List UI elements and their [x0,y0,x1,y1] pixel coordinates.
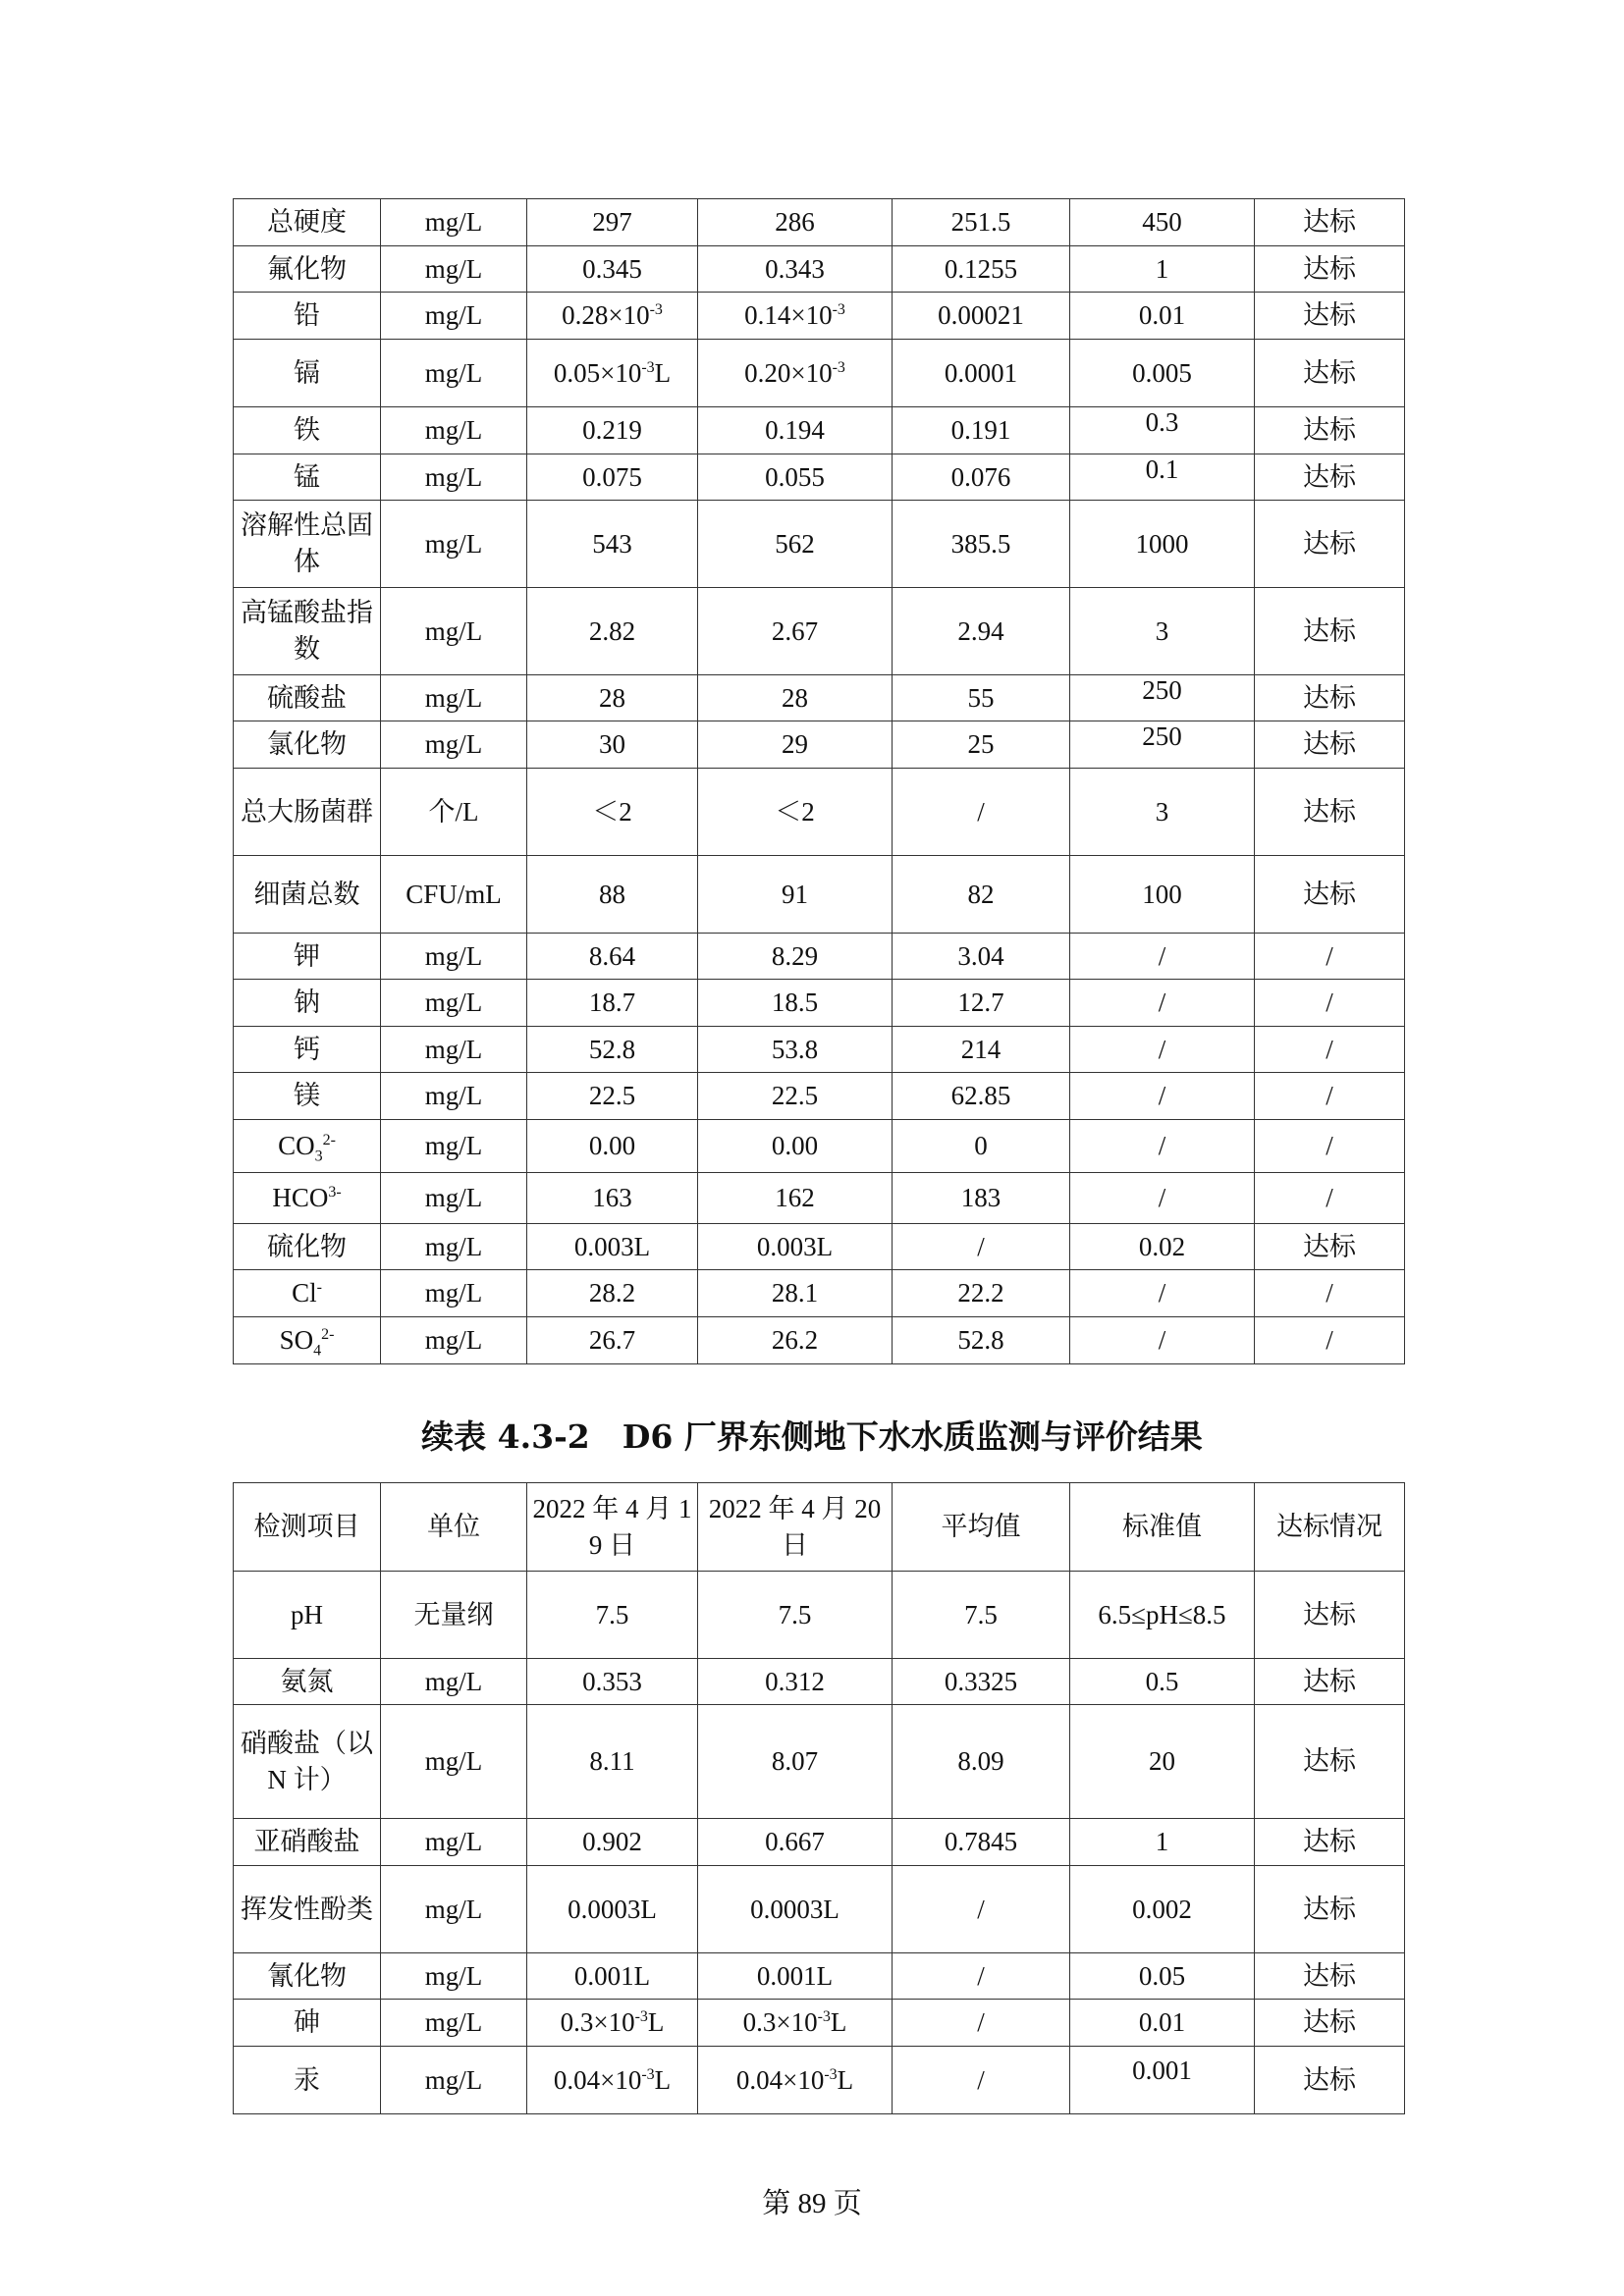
unit-cell: mg/L [381,246,527,293]
day2-cell: 28 [698,675,893,721]
result-cell: 达标 [1255,199,1405,246]
standard-cell: 0.1 [1070,454,1255,501]
result-cell: / [1255,1317,1405,1364]
standard-cell: 1 [1070,246,1255,293]
result-cell: 达标 [1255,1659,1405,1705]
table-row [234,1705,1405,1819]
table-row [234,246,1405,293]
unit-cell: mg/L [381,501,527,588]
average-cell: 55 [893,675,1070,721]
standard-cell: 1 [1070,1819,1255,1866]
average-cell: 385.5 [893,501,1070,588]
standard-cell: 0.3 [1070,407,1255,454]
day2-cell: 0.055 [698,454,893,501]
unit-cell: mg/L [381,1270,527,1317]
result-cell: 达标 [1255,340,1405,407]
item-cell: 氰化物 [234,1953,381,2000]
day1-cell: 52.8 [527,1027,698,1073]
unit-cell: mg/L [381,1819,527,1866]
item-cell: 铁 [234,407,381,454]
result-cell: 达标 [1255,1953,1405,2000]
table-row [234,934,1405,980]
result-cell: 达标 [1255,1705,1405,1819]
result-cell: 达标 [1255,588,1405,675]
day1-cell: 88 [527,856,698,934]
average-cell: / [893,2000,1070,2047]
day2-cell: 562 [698,501,893,588]
average-cell: 0.1255 [893,246,1070,293]
water-quality-table-continued [233,198,1405,1364]
day2-cell: 0.312 [698,1659,893,1705]
day1-cell: 0.219 [527,407,698,454]
result-cell: 达标 [1255,1819,1405,1866]
day1-cell: 0.00 [527,1120,698,1173]
average-cell: 0.076 [893,454,1070,501]
item-cell: 硫化物 [234,1224,381,1270]
result-cell: 达标 [1255,721,1405,769]
unit-cell: mg/L [381,980,527,1027]
standard-cell: / [1070,1073,1255,1120]
item-cell: 氨氮 [234,1659,381,1705]
day1-cell: $0.04\times 10^{-3}L$ [527,2047,698,2114]
table-header-row [234,1483,1405,1572]
result-cell: / [1255,1027,1405,1073]
unit-cell: mg/L [381,2000,527,2047]
standard-cell: 0.02 [1070,1224,1255,1270]
table-row [234,675,1405,721]
item-cell: 砷 [234,2000,381,2047]
result-cell: 达标 [1255,769,1405,856]
result-cell: 达标 [1255,501,1405,588]
page-number: 第 89 页 [762,2188,862,2219]
table-row [234,1173,1405,1224]
day2-cell: 0.667 [698,1819,893,1866]
item-cell: Cl- [234,1270,381,1317]
result-cell: 达标 [1255,454,1405,501]
day1-cell: 0.345 [527,246,698,293]
standard-cell: / [1070,1027,1255,1073]
table-row [234,199,1405,246]
header-day2: 2022 年 4 月 20 日 [698,1483,893,1572]
result-cell: 达标 [1255,1866,1405,1953]
unit-cell: mg/L [381,934,527,980]
standard-cell: 100 [1070,856,1255,934]
unit-cell: mg/L [381,1705,527,1819]
table-row [234,1659,1405,1705]
table-row [234,1073,1405,1120]
item-cell: 汞 [234,2047,381,2114]
average-cell: / [893,769,1070,856]
average-cell: 22.2 [893,1270,1070,1317]
day1-cell: $0.3\times 10^{-3}L$ [527,2000,698,2047]
unit-cell: 无量纲 [381,1572,527,1659]
table-caption: 续表 4.3-2 D6 厂界东侧地下水水质监测与评价结果 [421,1417,1203,1456]
standard-cell: 3 [1070,769,1255,856]
item-cell: 溶解性总固体 [234,501,381,588]
item-cell: 硫酸盐 [234,675,381,721]
standard-cell: 1000 [1070,501,1255,588]
item-cell: $HCO^{3-}$ [234,1173,381,1224]
unit-cell: mg/L [381,588,527,675]
unit-cell: CFU/mL [381,856,527,934]
average-cell: 25 [893,721,1070,769]
day2-cell: 8.29 [698,934,893,980]
item-cell: $CO_3^{2-}$ [234,1120,381,1173]
standard-cell: 0.005 [1070,340,1255,407]
standard-cell: 0.05 [1070,1953,1255,2000]
standard-cell: 450 [1070,199,1255,246]
header-item: 检测项目 [234,1483,381,1572]
table-row [234,721,1405,769]
average-cell: 251.5 [893,199,1070,246]
average-cell: 2.94 [893,588,1070,675]
unit-cell: mg/L [381,1317,527,1364]
table-row [234,1572,1405,1659]
unit-cell: mg/L [381,293,527,340]
table-row [234,501,1405,588]
item-cell: 镉 [234,340,381,407]
average-cell: 52.8 [893,1317,1070,1364]
item-cell: 总大肠菌群 [234,769,381,856]
average-cell: 8.09 [893,1705,1070,1819]
table-row [234,1953,1405,2000]
day1-cell: 543 [527,501,698,588]
table-row [234,1224,1405,1270]
standard-cell: 20 [1070,1705,1255,1819]
unit-cell: mg/L [381,454,527,501]
day2-cell: $0.14\times 10^{-3}$ [698,293,893,340]
standard-cell: / [1070,980,1255,1027]
day2-cell: 0.194 [698,407,893,454]
table-row [234,856,1405,934]
result-cell: 达标 [1255,407,1405,454]
result-cell: / [1255,980,1405,1027]
average-cell: 0 [893,1120,1070,1173]
item-cell: $SO_4^{2-}$ [234,1317,381,1364]
table-row [234,454,1405,501]
item-cell: 锰 [234,454,381,501]
result-cell: / [1255,1120,1405,1173]
unit-cell: 个/L [381,769,527,856]
item-cell: 细菌总数 [234,856,381,934]
day1-cell: 28 [527,675,698,721]
item-cell: 镁 [234,1073,381,1120]
average-cell: 0.3325 [893,1659,1070,1705]
average-cell: 0.191 [893,407,1070,454]
day2-cell: 0.0003L [698,1866,893,1953]
average-cell: 82 [893,856,1070,934]
unit-cell: mg/L [381,721,527,769]
day1-cell: 0.902 [527,1819,698,1866]
day1-cell: 0.075 [527,454,698,501]
result-cell: / [1255,934,1405,980]
item-cell: 高锰酸盐指数 [234,588,381,675]
unit-cell: mg/L [381,1659,527,1705]
day2-cell: 26.2 [698,1317,893,1364]
average-cell: / [893,2047,1070,2114]
day2-cell: 18.5 [698,980,893,1027]
average-cell: 0.0001 [893,340,1070,407]
day1-cell: 297 [527,199,698,246]
result-cell: 达标 [1255,856,1405,934]
standard-cell: 0.5 [1070,1659,1255,1705]
unit-cell: mg/L [381,1073,527,1120]
unit-cell: mg/L [381,1173,527,1224]
table-row [234,2000,1405,2047]
table-row [234,1120,1405,1173]
day2-cell: ＜2 [698,769,893,856]
table-row [234,769,1405,856]
table-row [234,340,1405,407]
day1-cell: 0.353 [527,1659,698,1705]
header-standard: 标准值 [1070,1483,1255,1572]
unit-cell: mg/L [381,1027,527,1073]
item-cell: 挥发性酚类 [234,1866,381,1953]
header-average: 平均值 [893,1483,1070,1572]
day1-cell: ＜2 [527,769,698,856]
result-cell: / [1255,1073,1405,1120]
result-cell: 达标 [1255,293,1405,340]
item-cell: 硝酸盐（以 N 计） [234,1705,381,1819]
unit-cell: mg/L [381,675,527,721]
standard-cell: / [1070,1120,1255,1173]
average-cell: 7.5 [893,1572,1070,1659]
table-row [234,1270,1405,1317]
result-cell: 达标 [1255,246,1405,293]
day2-cell: 28.1 [698,1270,893,1317]
average-cell: 12.7 [893,980,1070,1027]
average-cell: 0.00021 [893,293,1070,340]
day2-cell: $0.04\times 10^{-3}L$ [698,2047,893,2114]
average-cell: 3.04 [893,934,1070,980]
result-cell: 达标 [1255,2000,1405,2047]
standard-cell: / [1070,1317,1255,1364]
average-cell: / [893,1866,1070,1953]
table-row [234,1317,1405,1364]
table-row [234,1027,1405,1073]
day2-cell: 2.67 [698,588,893,675]
day1-cell: $0.05\times 10^{-3}L$ [527,340,698,407]
item-cell: 氯化物 [234,721,381,769]
table-row [234,1819,1405,1866]
unit-cell: mg/L [381,1120,527,1173]
standard-cell: 3 [1070,588,1255,675]
day2-cell: 7.5 [698,1572,893,1659]
result-cell: / [1255,1270,1405,1317]
average-cell: 0.7845 [893,1819,1070,1866]
unit-cell: mg/L [381,407,527,454]
day1-cell: 30 [527,721,698,769]
table-row [234,293,1405,340]
standard-cell: / [1070,1270,1255,1317]
unit-cell: mg/L [381,340,527,407]
standard-cell: 0.002 [1070,1866,1255,1953]
day1-cell: 26.7 [527,1317,698,1364]
day2-cell: 53.8 [698,1027,893,1073]
standard-cell: 0.001 [1070,2047,1255,2114]
table-row [234,407,1405,454]
result-cell: / [1255,1173,1405,1224]
day2-cell: 0.001L [698,1953,893,2000]
item-cell: 氟化物 [234,246,381,293]
header-unit: 单位 [381,1483,527,1572]
day2-cell: 8.07 [698,1705,893,1819]
item-cell: 亚硝酸盐 [234,1819,381,1866]
item-cell: 钙 [234,1027,381,1073]
result-cell: 达标 [1255,1572,1405,1659]
average-cell: / [893,1224,1070,1270]
day1-cell: $0.28\times 10^{-3}$ [527,293,698,340]
result-cell: 达标 [1255,2047,1405,2114]
standard-cell: 6.5≤pH≤8.5 [1070,1572,1255,1659]
day2-cell: 0.343 [698,246,893,293]
d6-groundwater-quality-table [233,1482,1405,2114]
item-cell: 铅 [234,293,381,340]
day1-cell: 7.5 [527,1572,698,1659]
unit-cell: mg/L [381,1866,527,1953]
item-cell: 钠 [234,980,381,1027]
day2-cell: $0.3\times 10^{-3}L$ [698,2000,893,2047]
day2-cell: $0.20\times 10^{-3}$ [698,340,893,407]
day2-cell: 29 [698,721,893,769]
day1-cell: 28.2 [527,1270,698,1317]
day2-cell: 162 [698,1173,893,1224]
standard-cell: 250 [1070,675,1255,721]
day1-cell: 163 [527,1173,698,1224]
item-cell: 钾 [234,934,381,980]
day1-cell: 18.7 [527,980,698,1027]
table-row [234,1866,1405,1953]
unit-cell: mg/L [381,1953,527,2000]
day1-cell: 8.64 [527,934,698,980]
day1-cell: 0.003L [527,1224,698,1270]
average-cell: / [893,1953,1070,2000]
day1-cell: 8.11 [527,1705,698,1819]
day1-cell: 0.001L [527,1953,698,2000]
unit-cell: mg/L [381,199,527,246]
day2-cell: 0.00 [698,1120,893,1173]
unit-cell: mg/L [381,2047,527,2114]
average-cell: 183 [893,1173,1070,1224]
day2-cell: 22.5 [698,1073,893,1120]
standard-cell: 0.01 [1070,293,1255,340]
header-result: 达标情况 [1255,1483,1405,1572]
item-cell: 总硬度 [234,199,381,246]
standard-cell: / [1070,934,1255,980]
standard-cell: / [1070,1173,1255,1224]
day2-cell: 286 [698,199,893,246]
day1-cell: 2.82 [527,588,698,675]
table-row [234,2047,1405,2114]
header-day1: 2022 年 4 月 19 日 [527,1483,698,1572]
item-cell: pH [234,1572,381,1659]
unit-cell: mg/L [381,1224,527,1270]
standard-cell: 250 [1070,721,1255,769]
day1-cell: 22.5 [527,1073,698,1120]
table-row [234,980,1405,1027]
result-cell: 达标 [1255,1224,1405,1270]
average-cell: 214 [893,1027,1070,1073]
table-row [234,588,1405,675]
average-cell: 62.85 [893,1073,1070,1120]
standard-cell: 0.01 [1070,2000,1255,2047]
day2-cell: 91 [698,856,893,934]
result-cell: 达标 [1255,675,1405,721]
day2-cell: 0.003L [698,1224,893,1270]
day1-cell: 0.0003L [527,1866,698,1953]
